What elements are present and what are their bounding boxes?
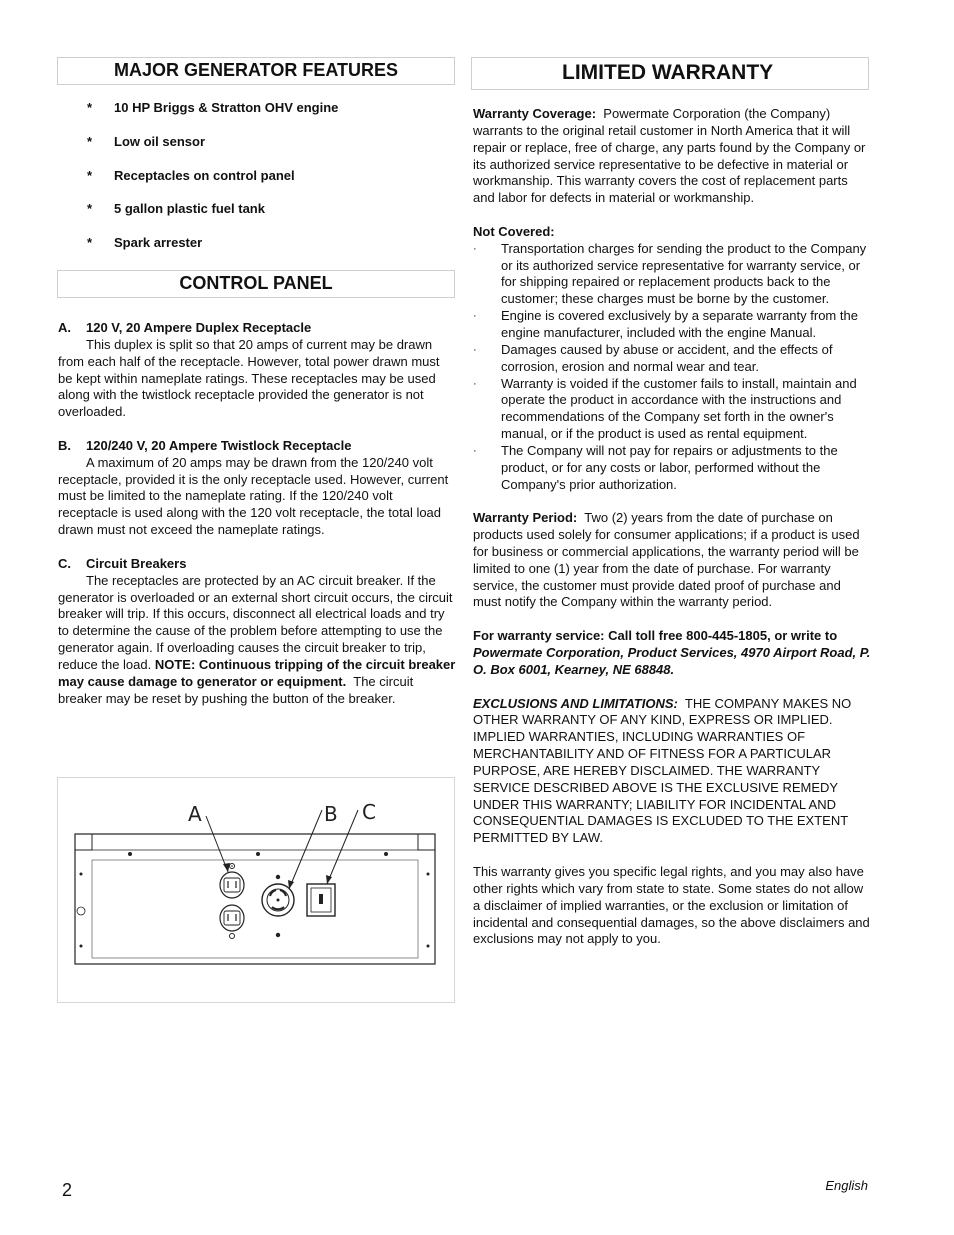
section-letter: A. bbox=[58, 320, 71, 335]
control-panel-sections bbox=[58, 320, 456, 707]
page-number: 2 bbox=[62, 1180, 73, 1200]
service-phone: For warranty service: Call toll free 800-445-1805, or write to bbox=[473, 628, 838, 644]
bullet-dot: · bbox=[473, 444, 477, 457]
note-warning: NOTE: Continuous tripping of the circuit breaker may cause damage to generator or equipment. bbox=[58, 656, 456, 689]
bullet-star: * bbox=[87, 167, 93, 183]
not-covered-text: Engine is covered exclusively by a separate warranty from the engine manufacturer, included with the engine Manual. bbox=[501, 308, 858, 340]
list-item bbox=[87, 235, 447, 269]
coverage-paragraph bbox=[473, 106, 871, 207]
list-item bbox=[473, 376, 871, 443]
period-paragraph bbox=[473, 510, 871, 611]
period-text: Two (2) years from the date of purchase on products used solely for consumer applications; if a product is used for business or commercial applications, the warranty period will be limited to one (1) year from the date of purchase. For warranty service, the customer must provide dated proof of purchase and must notify the Company within the warranty period. bbox=[473, 510, 860, 610]
section-c-text: The receptacles are protected by an AC circuit breaker. If the generator is overloaded or an external short circuit occurs, the circuit breaker will trip. If this occurs, disconnect all electrical loads and try to determine the cause of the problem before attempting to use the generator again. If overloading causes the circuit breaker to trip, reduce the load. bbox=[58, 572, 453, 672]
callout-a-label: A bbox=[188, 802, 202, 826]
features-list bbox=[87, 100, 447, 269]
rights-paragraph: This warranty gives you specific legal rights, and you may also have other rights which vary from state to state. Some states do not allow a disclaimer of implied warranties, or the exclusion or limitation of incidental and consequential damages, so the above disclaimers and exclusions may not apply to you. bbox=[473, 863, 870, 947]
section-b-body: A maximum of 20 amps may be drawn from the 120/240 volt receptacle, provided it is the only receptacle used. However, current must be limited to the nameplate rating. If the 120/240 volt receptacle is used along with the 120 volt receptacle, the total load drawn must not exceed the nameplate ratings. bbox=[58, 454, 449, 538]
bullet-star: * bbox=[87, 235, 93, 251]
feature-text: 10 HP Briggs & Stratton OHV engine bbox=[114, 100, 339, 115]
section-a-title bbox=[58, 320, 456, 337]
warranty-heading: LIMITED WARRANTY bbox=[471, 57, 869, 90]
feature-text: 5 gallon plastic fuel tank bbox=[114, 201, 265, 217]
period-label: Warranty Period: bbox=[473, 510, 578, 526]
bullet-star: * bbox=[87, 100, 93, 115]
not-covered-text: Damages caused by abuse or accident, and the effects of corrosion, erosion and normal wear and tear. bbox=[501, 341, 833, 374]
list-item bbox=[473, 443, 871, 494]
bullet-star: * bbox=[87, 133, 93, 149]
features-heading: MAJOR GENERATOR FEATURES bbox=[57, 57, 455, 85]
feature-text: Receptacles on control panel bbox=[114, 167, 295, 183]
exclusions-label: EXCLUSIONS AND LIMITATIONS: bbox=[473, 695, 678, 711]
list-item bbox=[473, 308, 871, 342]
not-covered-text: The Company will not pay for repairs or adjustments to the product, or for any costs or labor, performed without the Company's prior authorization. bbox=[501, 442, 838, 492]
bullet-dot: · bbox=[473, 310, 477, 323]
control-panel-diagram bbox=[57, 777, 455, 1003]
not-covered-text: Transportation charges for sending the product to the Company or its authorized service representative for warranty service, or for shipping repaired or replacement products back to the customer; these charges must be borne by the customer. bbox=[501, 240, 867, 307]
warranty-body bbox=[473, 106, 871, 948]
section-a-body: This duplex is split so that 20 amps of current may be drawn from each half of the receptacle. However, total power drawn must be kept within nameplate ratings. These receptacles may be used along with the twistlock receptacle provided the generator is not overloaded. bbox=[58, 336, 440, 420]
feature-text: Spark arrester bbox=[114, 235, 203, 251]
bullet-dot: · bbox=[473, 242, 477, 255]
control-panel-drawing bbox=[58, 778, 454, 1002]
section-title-text: 120 V, 20 Ampere Duplex Receptacle bbox=[86, 320, 312, 335]
exclusions-text: THE COMPANY MAKES NO OTHER WARRANTY OF ANY KIND, EXPRESS OR IMPLIED. IMPLIED WARRANTIES, INCLUDING WARRANTIES OF MERCHANTABILITY AND OF FITNESS FOR A PARTICULAR PURPOSE, ARE HEREBY DISCLAIMED. THE WARRANTY SERVICE DESCRIBED ABOVE IS THE EXCLUSIVE REMEDY UNDER THIS WARRANTY; LIABILITY FOR INCIDENTAL AND CONSEQUENTIAL DAMAGES IS EXCLUDED TO THE EXTENT PERMITTED BY LAW. bbox=[473, 695, 852, 846]
bullet-dot: · bbox=[473, 377, 477, 390]
section-c-title bbox=[58, 556, 456, 573]
coverage-text: Powermate Corporation (the Company) warrants to the original retail customer in North America that it will repair or replace, free of charge, any parts found by the Company or its authorized service representative to be defective in material or workmanship. This warranty covers the cost of replacement parts and labor for defects in material or workmanship. bbox=[473, 106, 866, 206]
feature-text: Low oil sensor bbox=[114, 133, 206, 149]
service-paragraph bbox=[473, 628, 871, 679]
not-covered-text: Warranty is voided if the customer fails to install, maintain and operate the product in accordance with the instructions and recommendations of the Company set forth in the owner's manual, or if the product is used as rental equipment. bbox=[501, 375, 857, 442]
section-b-title bbox=[58, 438, 456, 455]
coverage-label: Warranty Coverage: bbox=[473, 106, 597, 121]
list-item bbox=[87, 100, 447, 134]
list-item bbox=[87, 134, 447, 168]
list-item bbox=[473, 241, 871, 308]
language-label: English bbox=[825, 1178, 868, 1193]
section-title-text: Circuit Breakers bbox=[86, 555, 187, 571]
section-c-body bbox=[58, 573, 456, 708]
callout-c-label: C bbox=[362, 800, 376, 824]
section-letter: B. bbox=[58, 437, 71, 453]
bullet-dot: · bbox=[473, 343, 477, 356]
callout-b-label: B bbox=[324, 802, 338, 826]
section-c-text-end: The circuit breaker may be reset by pushing the button of the breaker. bbox=[58, 673, 414, 706]
bullet-star: * bbox=[87, 201, 93, 217]
section-title-text: 120/240 V, 20 Ampere Twistlock Receptacle bbox=[86, 437, 352, 453]
list-item bbox=[87, 201, 447, 235]
not-covered-label: Not Covered: bbox=[473, 223, 555, 239]
control-panel-heading: CONTROL PANEL bbox=[57, 270, 455, 298]
list-item bbox=[87, 168, 447, 202]
section-letter: C. bbox=[58, 555, 71, 571]
list-item bbox=[473, 342, 871, 376]
circuit-breaker bbox=[307, 884, 335, 916]
exclusions-paragraph bbox=[473, 696, 871, 848]
service-address: Powermate Corporation, Product Services, 4970 Airport Road, P. O. Box 6001, Kearney, NE 68848. bbox=[473, 645, 871, 677]
